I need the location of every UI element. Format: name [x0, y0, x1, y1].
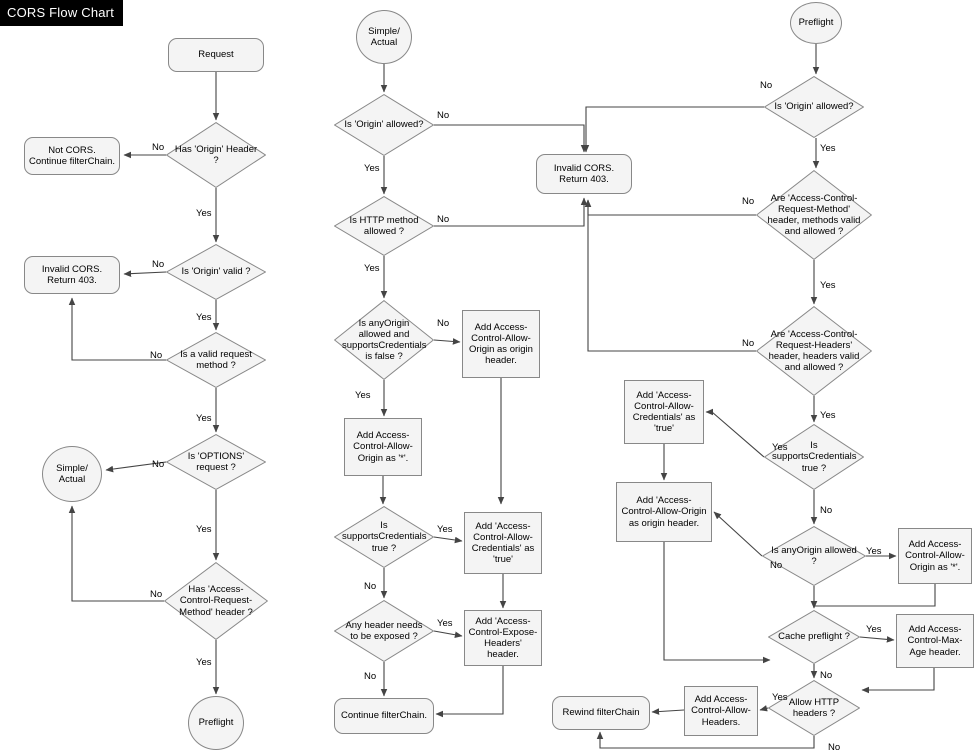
node-label: Has 'Access-Control-Request-Method' header ?: [179, 584, 253, 618]
edge-label: Yes: [364, 163, 380, 174]
node-originValid: [166, 244, 266, 300]
node-req: [168, 38, 264, 72]
node-label: Not CORS. Continue filterChain.: [28, 144, 116, 167]
node-label: Is 'Origin' allowed?: [344, 119, 424, 131]
node-label: Add 'Access-Control-Expose-Headers' header.: [468, 615, 538, 661]
edge-label: No: [150, 350, 163, 361]
node-pAcrm: [756, 170, 872, 260]
node-label: Continue filterChain.: [340, 710, 428, 722]
node-validMethod: [166, 332, 266, 388]
node-label: Allow HTTP headers ?: [788, 696, 840, 719]
node-label: Preflight: [198, 717, 234, 729]
edge-label: Yes: [437, 618, 453, 629]
node-label: Is 'Origin' allowed?: [774, 101, 854, 113]
node-label: Invalid CORS. Return 403.: [553, 162, 615, 185]
edge-label: Yes: [196, 524, 212, 535]
edge-label: No: [437, 110, 450, 121]
edge-label: No: [152, 142, 165, 153]
node-label: Any header needs to be exposed ?: [345, 619, 423, 642]
node-sExpose: [334, 600, 434, 662]
node-pAcrh: [756, 306, 872, 396]
edge-label: No: [820, 505, 833, 516]
edge-label: Yes: [866, 546, 882, 557]
node-label: Is anyOrigin allowed and supportsCredentials is false ?: [342, 317, 427, 363]
node-hasAcrm: [164, 562, 268, 640]
node-sAddOrigin1: [462, 310, 540, 378]
node-label: Add Access-Control-Allow-Origin as '*'.: [905, 539, 965, 573]
node-label: Invalid CORS. Return 403.: [41, 263, 103, 286]
node-simpleStart: [356, 10, 412, 64]
node-label: Is supportsCredentials true ?: [772, 440, 857, 474]
node-sCreds: [334, 506, 434, 568]
edge-label: Yes: [196, 312, 212, 323]
edge-label: No: [152, 459, 165, 470]
node-label: Simple/ Actual: [368, 25, 400, 48]
edge-label: No: [150, 589, 163, 600]
node-invalid1: [24, 256, 120, 294]
edge-label: No: [742, 196, 755, 207]
edge-label: Yes: [196, 413, 212, 424]
node-label: Simple/ Actual: [56, 462, 88, 485]
node-notCors: [24, 137, 120, 175]
node-isOptions: [166, 434, 266, 490]
edge-label: No: [770, 560, 783, 571]
edge-label: Yes: [196, 208, 212, 219]
edge-label: No: [364, 671, 377, 682]
node-pAnyOrigin: [762, 526, 866, 586]
node-label: Is 'OPTIONS' request ?: [187, 450, 245, 473]
edge-label: No: [820, 670, 833, 681]
node-label: Preflight: [798, 17, 834, 29]
edge-label: No: [437, 318, 450, 329]
node-label: Cache preflight ?: [778, 631, 850, 643]
node-label: Request: [198, 49, 234, 61]
edge-label: Yes: [772, 692, 788, 703]
node-label: Add Access-Control-Max-Age header.: [907, 624, 963, 658]
edge-label: No: [742, 338, 755, 349]
edge-label: Yes: [437, 524, 453, 535]
edge-label: No: [437, 214, 450, 225]
node-label: Add Access-Control-Allow-Origin as '*'.: [353, 430, 413, 464]
node-label: Rewind filterChain: [562, 707, 640, 719]
node-invalid2: [536, 154, 632, 194]
node-pAllowHdr: [768, 680, 860, 736]
node-pAddAllowHdr: [684, 686, 758, 736]
node-label: Add 'Access-Control-Allow-Origin as origin header.: [621, 495, 707, 529]
node-preflight1: [188, 696, 244, 750]
edge-label: Yes: [364, 263, 380, 274]
node-label: Is a valid request method ?: [180, 348, 252, 371]
node-hasOrigin: [166, 122, 266, 188]
node-label: Are 'Access-Control-Request-Headers' header, headers valid and allowed ?: [768, 328, 860, 374]
node-label: Is 'Origin' valid ?: [181, 266, 251, 278]
node-label: Add Access-Control-Allow-Headers.: [691, 694, 751, 728]
edge-label: Yes: [866, 624, 882, 635]
node-sAddCreds: [464, 512, 542, 574]
node-pCreds: [764, 424, 864, 490]
node-label: Is anyOrigin allowed ?: [771, 544, 857, 567]
node-sAddOrigin2: [344, 418, 422, 476]
edge-label: No: [152, 259, 165, 270]
edge-label: Yes: [196, 657, 212, 668]
node-sMethod: [334, 196, 434, 256]
node-label: Add Access-Control-Allow-Origin as origin header.: [469, 321, 533, 367]
node-pCache: [768, 610, 860, 664]
edge-label: Yes: [772, 442, 788, 453]
node-pOrigin: [764, 76, 864, 138]
node-label: Is HTTP method allowed ?: [349, 214, 419, 237]
node-label: Has 'Origin' Header ?: [174, 143, 258, 166]
node-pAddCreds: [624, 380, 704, 444]
node-pMaxAge: [896, 614, 974, 668]
node-sOrigin: [334, 94, 434, 156]
node-sAddExpose: [464, 610, 542, 666]
node-label: Add 'Access-Control-Allow-Credentials' as 'true': [632, 389, 696, 435]
edge-label: Yes: [820, 143, 836, 154]
node-label: Is supportsCredentials true ?: [342, 520, 427, 554]
node-simple1: [42, 446, 102, 502]
node-label: Are 'Access-Control-Request-Method' header, methods valid and allowed ?: [767, 192, 861, 238]
edge-label: Yes: [820, 280, 836, 291]
edge-label: No: [364, 581, 377, 592]
node-sAnyOrigin: [334, 300, 434, 380]
node-sContinue: [334, 698, 434, 734]
node-pRewind: [552, 696, 650, 730]
node-pAddOrigin1: [616, 482, 712, 542]
page-title: CORS Flow Chart: [0, 0, 123, 26]
node-pAddOrigin2: [898, 528, 972, 584]
node-preflightStart: [790, 2, 842, 44]
node-label: Add 'Access-Control-Allow-Credentials' as 'true': [471, 520, 535, 566]
edge-label: Yes: [820, 410, 836, 421]
edge-label: No: [760, 80, 773, 91]
edge-label: No: [828, 742, 841, 753]
edge-label: Yes: [355, 390, 371, 401]
